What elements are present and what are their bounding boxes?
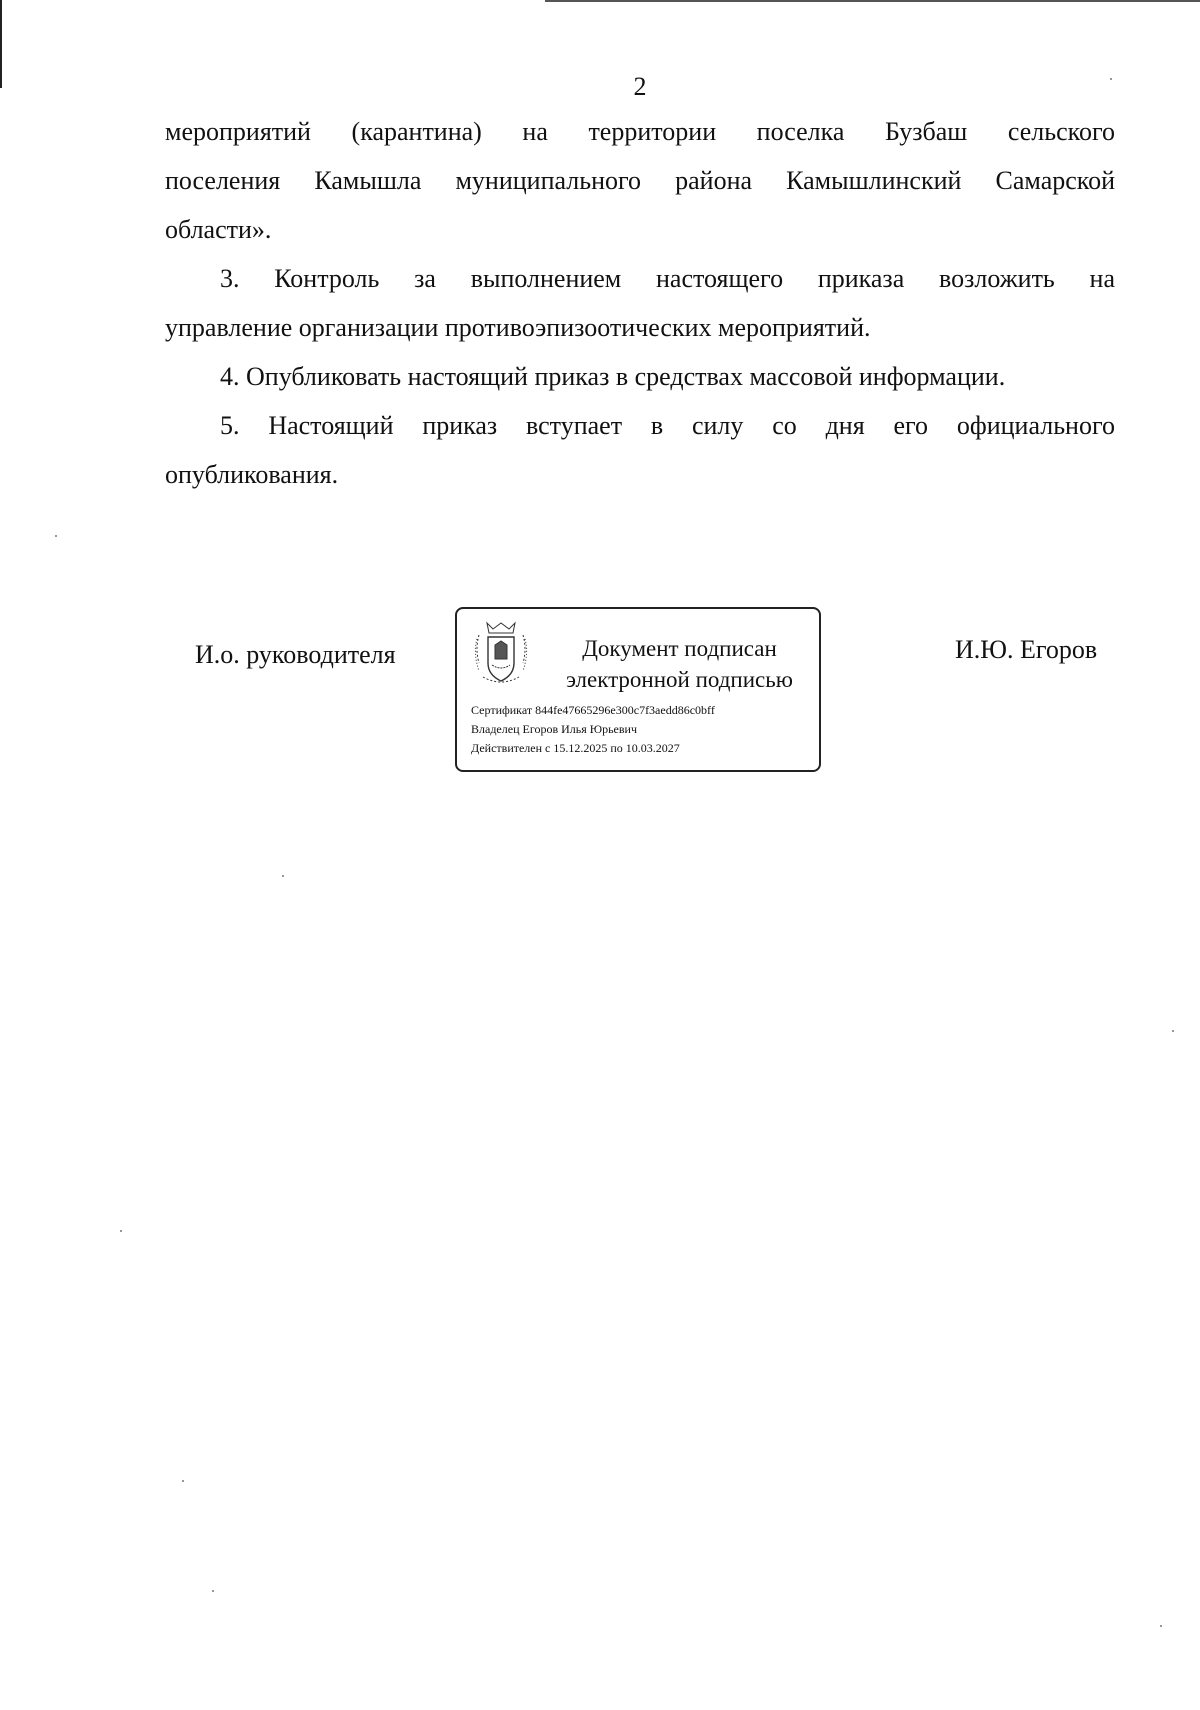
paragraph-5-line: опубликования. <box>165 460 339 489</box>
paragraph-line: поселения Камышла муниципального района Камышлинский Самарской <box>165 166 1115 195</box>
scan-speck <box>55 535 57 537</box>
scan-speck <box>1172 1030 1174 1032</box>
scan-speck <box>120 1230 122 1232</box>
paragraph-3-line: управление организации противоэпизоотических мероприятий. <box>165 313 871 342</box>
scan-speck <box>1160 1625 1162 1627</box>
paragraph-3-line: 3. Контроль за выполнением настоящего приказа возложить на <box>220 264 1115 293</box>
page-number: 2 <box>633 72 647 101</box>
stamp-certificate: Сертификат 844fe47665296e300c7f3aedd86c0bff <box>471 703 715 717</box>
stamp-owner: Владелец Егоров Илья Юрьевич <box>471 722 638 736</box>
scan-speck <box>182 1480 184 1482</box>
paragraph-5-line: 5. Настоящий приказ вступает в силу со дня его официального <box>220 411 1115 440</box>
coat-of-arms-icon <box>473 619 529 687</box>
stamp-title-line: электронной подписью <box>566 667 793 692</box>
scan-speck <box>282 875 284 877</box>
signatory-name: И.Ю. Егоров <box>955 635 1098 664</box>
scan-border-line <box>545 0 1200 2</box>
stamp-validity: Действителен с 15.12.2025 по 10.03.2027 <box>471 741 680 755</box>
stamp-title-line: Документ подписан <box>582 636 777 661</box>
stamp-title <box>547 633 812 695</box>
paragraph-4: 4. Опубликовать настоящий приказ в средствах массовой информации. <box>220 362 1006 391</box>
paragraph-line: мероприятий (карантина) на территории поселка Бузбаш сельского <box>165 117 1115 146</box>
electronic-signature-stamp <box>455 607 821 772</box>
scan-speck <box>1110 78 1112 80</box>
paragraph-line: области». <box>165 215 272 244</box>
scan-speck <box>212 1590 214 1592</box>
signatory-role: И.о. руководителя <box>195 640 396 669</box>
scan-edge-mark <box>0 0 2 88</box>
